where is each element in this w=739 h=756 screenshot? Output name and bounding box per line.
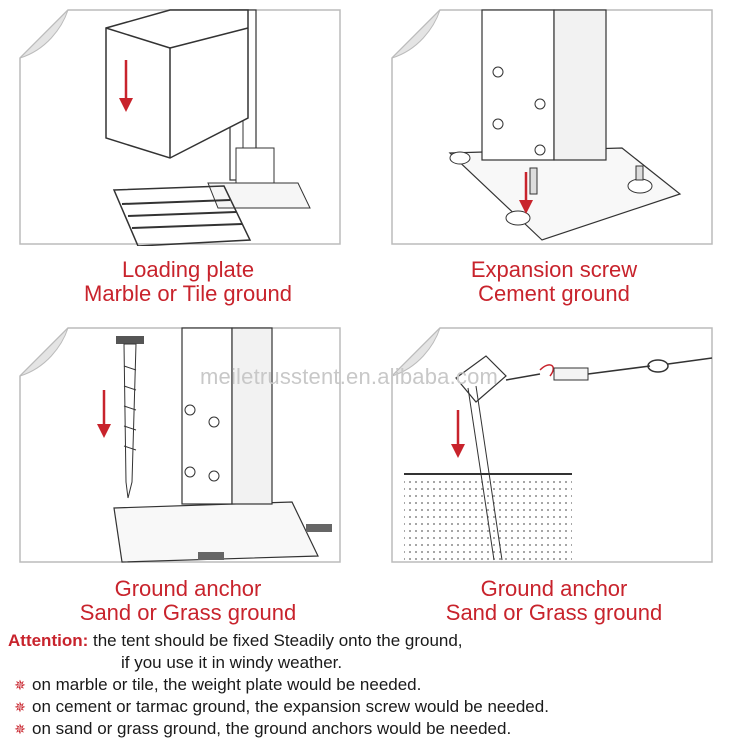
panel-loading-plate (18, 8, 346, 246)
list-item (8, 674, 738, 696)
watermark: meiletrusstent.en.alibaba.com (200, 364, 499, 389)
list-item (8, 696, 738, 718)
sun-bullet-icon: ✵ (14, 699, 26, 715)
sun-bullet-icon: ✵ (14, 677, 26, 693)
sun-bullet-icon: ✵ (14, 721, 26, 737)
bullet-text: on sand or grass ground, the ground anchors would be needed. (32, 719, 512, 738)
panel-expansion-screw (390, 8, 718, 246)
caption-title: Ground anchor (114, 576, 262, 601)
caption-title: Expansion screw (470, 257, 638, 282)
attention-notes (8, 630, 738, 740)
attention-text-line2: if you use it in windy weather. (121, 653, 343, 672)
caption-title: Loading plate (121, 257, 255, 282)
caption-loading-plate (8, 258, 368, 306)
caption-ground: Cement ground (478, 281, 630, 306)
caption-ground: Sand or Grass ground (79, 600, 297, 625)
attention-text: the tent should be fixed Steadily onto the ground, (88, 631, 463, 650)
bullet-text: on marble or tile, the weight plate would be needed. (32, 675, 422, 694)
caption-ground-anchor-cable (374, 577, 734, 625)
bullet-text: on cement or tarmac ground, the expansion screw would be needed. (32, 697, 549, 716)
panel-ground-anchor-nail (18, 326, 346, 564)
attention-line (8, 630, 738, 652)
list-item (8, 718, 738, 740)
caption-ground: Sand or Grass ground (445, 600, 663, 625)
caption-ground: Marble or Tile ground (84, 281, 292, 306)
panel-ground-anchor-cable (390, 326, 718, 564)
attention-label: Attention: (8, 631, 89, 650)
caption-title: Ground anchor (480, 576, 628, 601)
caption-ground-anchor-nail (8, 577, 368, 625)
caption-expansion-screw (374, 258, 734, 306)
